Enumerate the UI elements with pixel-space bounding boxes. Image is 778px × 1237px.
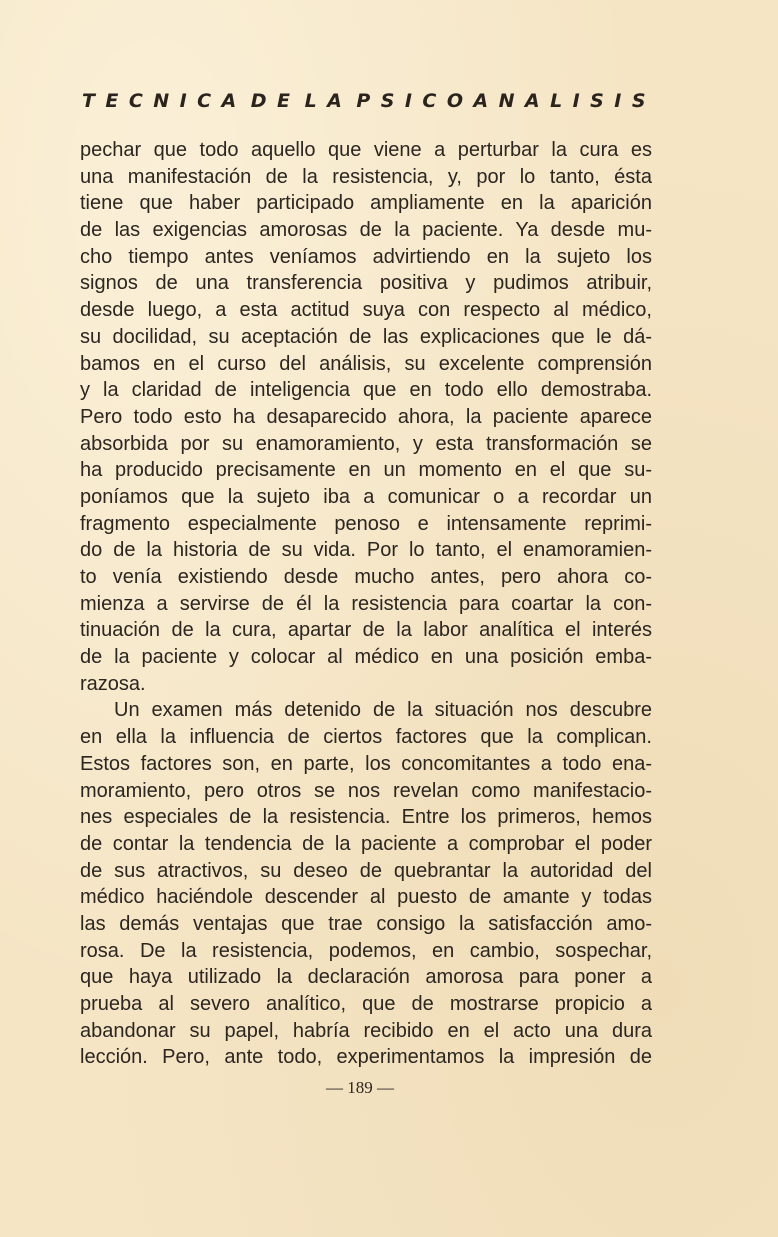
text-line: Un examen más detenido de la situación nos descubre xyxy=(114,699,652,722)
text-line: prueba al severo analítico, que de mostrarse propicio a xyxy=(80,993,652,1015)
text-line: mienza a servirse de él la resistencia para coartar la con- xyxy=(80,592,652,615)
text-line: y la claridad de inteligencia que en todo ello demostraba. xyxy=(80,379,652,402)
body-text xyxy=(80,137,652,1071)
text-line: de las exigencias amorosas de la paciente. Ya desde mu- xyxy=(80,219,652,242)
text-line: tiene que haber participado ampliamente en la aparición xyxy=(80,192,652,215)
text-line: que haya utilizado la declaración amorosa para poner a xyxy=(80,966,652,989)
text-line: signos de una transferencia positiva y pudimos atribuir, xyxy=(80,272,652,295)
text-line: de sus atractivos, su deseo de quebrantar la autoridad del xyxy=(80,859,652,882)
page-number: — 189 — xyxy=(326,1078,394,1097)
text-line: to venía existiendo desde mucho antes, pero ahora co- xyxy=(80,566,652,588)
text-line: ha producido precisamente en un momento en el que su- xyxy=(80,459,652,482)
text-line: desde luego, a esta actitud suya con respecto al médico, xyxy=(80,299,652,322)
text-line: cho tiempo antes veníamos advirtiendo en la sujeto los xyxy=(80,245,652,268)
text-line: nes especiales de la resistencia. Entre los primeros, hemos xyxy=(80,806,652,829)
paragraph-2 xyxy=(80,697,652,1071)
text-line: Pero todo esto ha desaparecido ahora, la paciente aparece xyxy=(80,405,652,428)
text-line: pechar que todo aquello que viene a perturbar la cura es xyxy=(80,139,652,161)
text-line: bamos en el curso del análisis, su excelente comprensión xyxy=(80,352,652,375)
text-line: Estos factores son, en parte, los concomitantes a todo ena- xyxy=(80,752,652,775)
text-line: de contar la tendencia de la paciente a comprobar el poder xyxy=(80,832,652,855)
text-line: lección. Pero, ante todo, experimentamos la impresión de xyxy=(80,1046,652,1069)
text-line: tinuación de la cura, apartar de la labor analítica el interés xyxy=(80,619,652,642)
text-line: do de la historia de su vida. Por lo tanto, el enamoramien- xyxy=(80,539,652,562)
text-line: fragmento especialmente penoso e intensamente reprimi- xyxy=(80,512,652,535)
running-head-word: DE xyxy=(250,90,301,112)
text-line: poníamos que la sujeto iba a comunicar o a recordar un xyxy=(80,485,652,508)
text-line: una manifestación de la resistencia, y, por lo tanto, ésta xyxy=(80,165,652,188)
text-line: moramiento, pero otros se nos revelan como manifestacio- xyxy=(80,779,652,802)
text-line: abandonar su papel, habría recibido en el acto una dura xyxy=(80,1019,652,1042)
text-line: médico haciéndole descender al puesto de amante y todas xyxy=(80,886,652,909)
text-line: absorbida por su enamoramiento, y esta transformación se xyxy=(80,432,652,455)
running-head-word: LA xyxy=(304,90,353,112)
running-head xyxy=(82,90,656,112)
running-head-word: TECNICA xyxy=(82,90,247,112)
text-line: de la paciente y colocar al médico en una posición emba- xyxy=(80,646,652,669)
text-line: razosa. xyxy=(80,672,146,695)
text-line: en ella la influencia de ciertos factores que la complican. xyxy=(80,726,652,749)
running-head-word: PSICOANALISIS xyxy=(356,90,656,112)
text-line: su docilidad, su aceptación de las explicaciones que le dá- xyxy=(80,325,652,348)
text-line: rosa. De la resistencia, podemos, en cambio, sospechar, xyxy=(80,939,652,962)
paragraph-1 xyxy=(80,137,652,697)
text-line: las demás ventajas que trae consigo la satisfacción amo- xyxy=(80,912,652,935)
